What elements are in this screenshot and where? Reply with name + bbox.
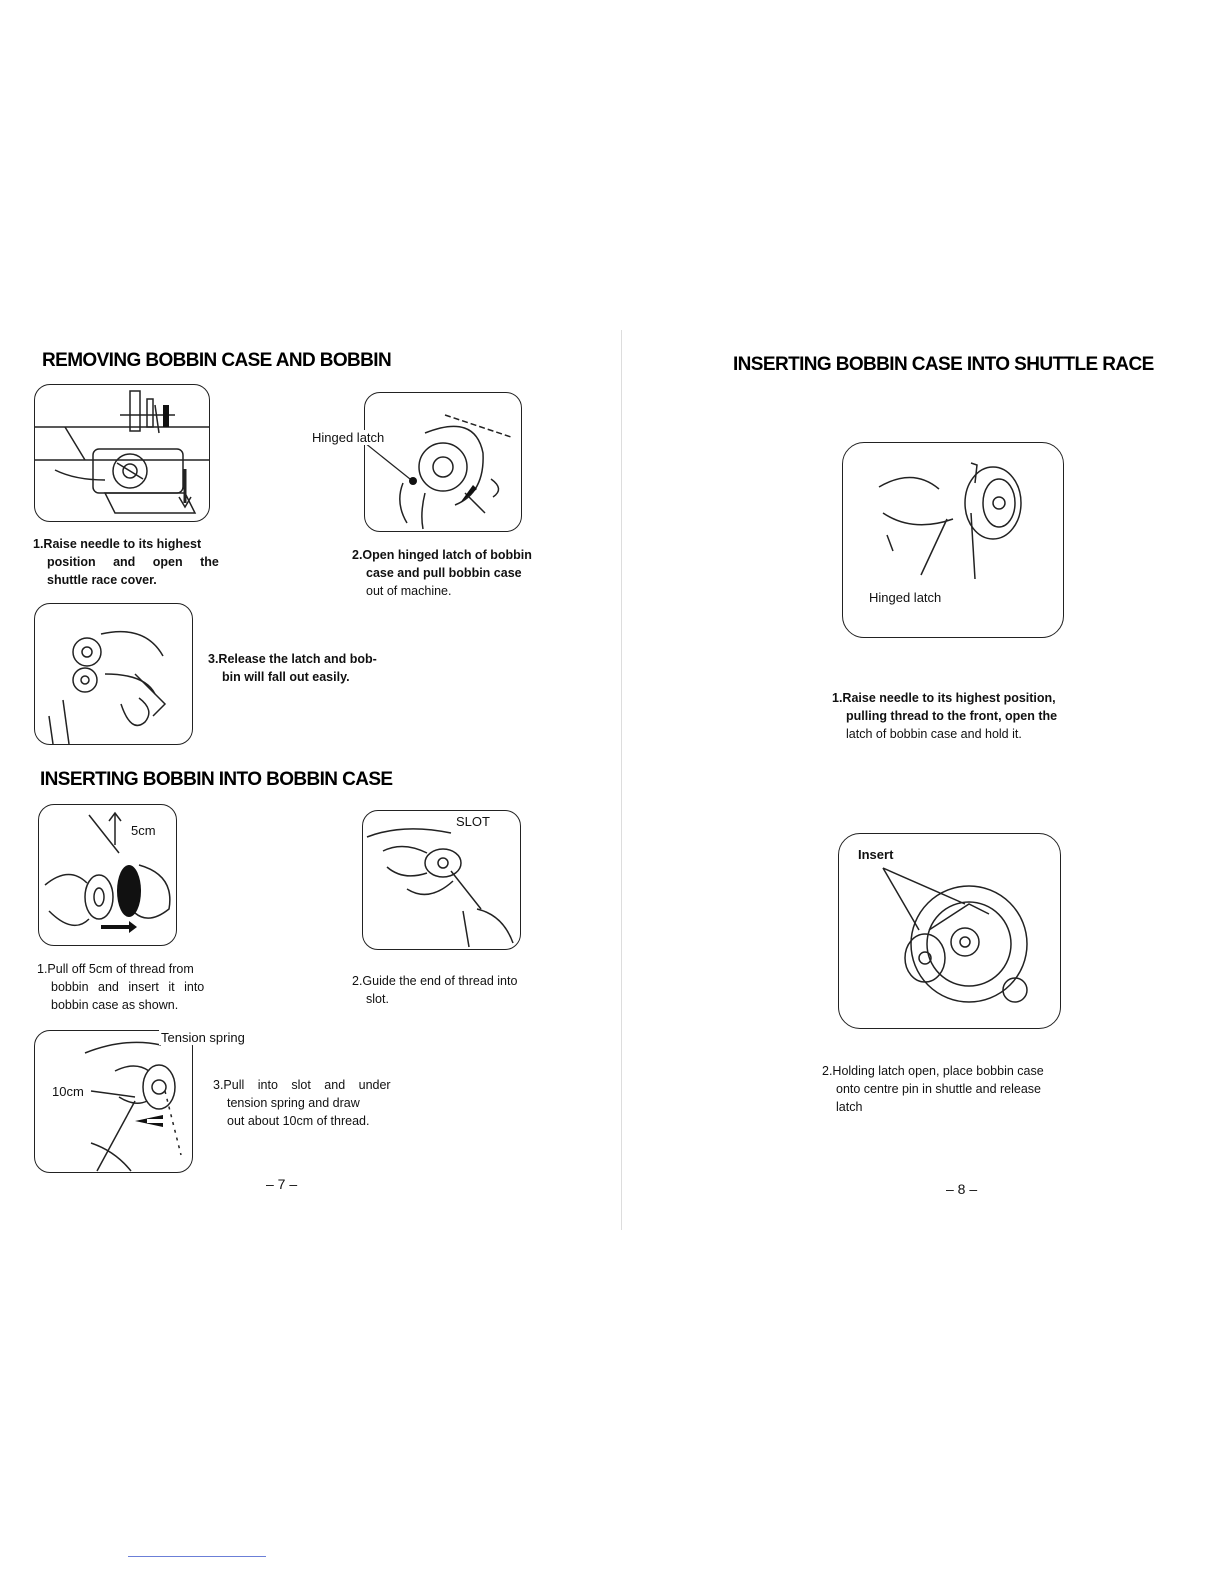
illustration-pull-5cm-thread: [38, 804, 177, 946]
illustration-release-latch: [34, 603, 193, 745]
hold-latch-drawing: [843, 443, 1063, 637]
illustration-tension-spring: [34, 1030, 193, 1173]
illustration-raise-needle: [34, 384, 210, 522]
slot-drawing: [363, 811, 520, 949]
5cm-label: 5cm: [131, 823, 156, 838]
illustration-guide-into-slot: [362, 810, 521, 950]
step-3-caption: 3.Release the latch and bob- bin will fall out easily.: [208, 652, 377, 684]
step-2-caption: 2.Open hinged latch of bobbin case and pull bobbin case out of machine.: [352, 548, 532, 598]
section-title-inserting-case: INSERTING BOBBIN CASE INTO SHUTTLE RACE: [733, 354, 1154, 375]
place-case-drawing: [839, 834, 1060, 1028]
release-latch-drawing: [35, 604, 192, 744]
hinged-latch-drawing: [365, 393, 521, 531]
step-5-caption: 2.Guide the end of thread into slot.: [352, 974, 518, 1006]
page-number-8: – 8 –: [946, 1181, 978, 1197]
step-1-caption: 1.Raise needle to its highest position and open the shuttle race cover.: [33, 537, 219, 587]
insert-label: Insert: [858, 847, 894, 862]
page-number-7: – 7 –: [266, 1176, 298, 1192]
hinged-latch-label-right: Hinged latch: [869, 590, 942, 605]
section-title-inserting-bobbin: INSERTING BOBBIN INTO BOBBIN CASE: [40, 769, 393, 790]
slot-label: SLOT: [456, 814, 490, 829]
tension-spring-drawing: [35, 1031, 192, 1172]
illustration-place-bobbin-case: [838, 833, 1061, 1029]
tension-spring-label: Tension spring: [161, 1030, 245, 1045]
illustration-open-hinged-latch: [364, 392, 522, 532]
page-gutter: [621, 330, 622, 1230]
step-4-caption: 1.Pull off 5cm of thread from bobbin and insert it into bobbin case as shown.: [37, 962, 205, 1012]
section-title-removing: REMOVING BOBBIN CASE AND BOBBIN: [42, 350, 392, 371]
machine-drawing: [35, 385, 209, 521]
step-6-caption: 3.Pull into slot and under tension spring and draw out about 10cm of thread.: [213, 1078, 391, 1128]
step-7-caption: 1.Raise needle to its highest position, pulling thread to the front, open the latch of bobbin case and hold it.: [832, 691, 1058, 741]
step-8-caption: 2.Holding latch open, place bobbin case onto centre pin in shuttle and release latch: [822, 1064, 1044, 1114]
illustration-hold-latch: [842, 442, 1064, 638]
10cm-label: 10cm: [52, 1084, 84, 1099]
hinged-latch-label: Hinged latch: [312, 430, 385, 445]
bottom-divider: [128, 1556, 266, 1557]
